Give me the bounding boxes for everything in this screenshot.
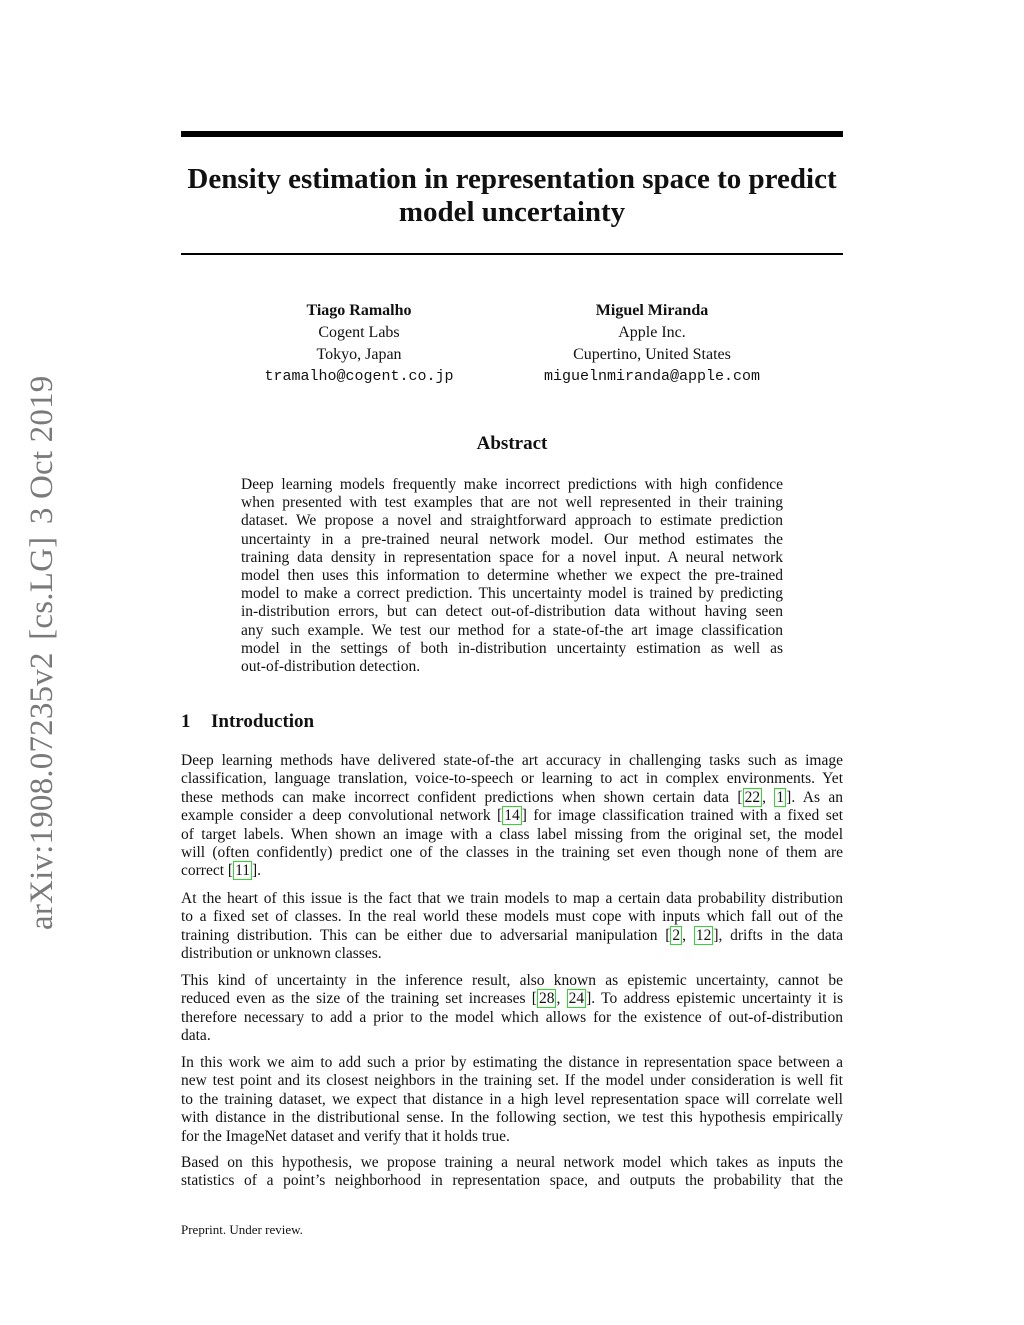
abstract-line: when presented with test examples that are not well represented in their training: [241, 494, 783, 512]
intro-paragraph: [181, 972, 843, 1046]
paragraph-line: [181, 1091, 843, 1109]
line-text: correct [: [181, 862, 234, 880]
line-text: ].: [252, 862, 262, 880]
author-email[interactable]: miguelnmiranda@apple.com: [543, 368, 761, 385]
line-text: for the ImageNet dataset and verify that it holds true.: [181, 1127, 510, 1145]
line-text: with distance in the distributional sense. In the following section, we test this hypothesis empirically: [181, 1109, 843, 1127]
line-text: to the training dataset, we expect that distance in a high level representation space will correlate well: [181, 1090, 843, 1108]
citation-link[interactable]: 2: [672, 926, 681, 944]
author-name: Miguel Miranda: [595, 302, 709, 319]
paragraph-line: [181, 1054, 843, 1072]
abstract-line: model to make a correct prediction. This uncertainty model is trained by predicting: [241, 585, 783, 603]
paragraph-line: [181, 826, 843, 844]
arxiv-stamp: [20, 360, 64, 930]
line-text: Based on this hypothesis, we propose training a neural network model which takes as inputs the: [181, 1154, 843, 1171]
author-location: Cupertino, United States: [573, 346, 731, 363]
abstract-line: model in the settings of both in-distribution uncertainty estimation as well as: [241, 639, 783, 657]
abstract-line: uncertainty in a pre-trained neural network model. Our method estimates the: [241, 530, 783, 548]
author-affiliation: Apple Inc.: [618, 324, 686, 341]
line-text: This kind of uncertainty in the inference result, also known as epistemic uncertainty, cannot be: [181, 972, 843, 989]
line-text: of target labels. When shown an image with a class label missing from the original set, the model: [181, 825, 843, 843]
title-line: Density estimation in representation space to predict: [187, 163, 837, 195]
line-text: ]. To address epistemic uncertainty it is: [586, 990, 843, 1008]
abstract-line: out-of-distribution detection.: [241, 658, 421, 676]
line-text: will (often confidently) predict one of the classes in the training set even though none of them are: [181, 844, 843, 862]
abstract-heading: Abstract: [476, 433, 548, 454]
citation-link[interactable]: 11: [235, 862, 250, 880]
line-text: classification, language translation, voice-to-speech or learning to act in complex environments. Yet: [181, 770, 843, 788]
citation-link[interactable]: 24: [568, 990, 585, 1008]
arxiv-id: arXiv:1908.07235v2: [24, 652, 60, 930]
title-line: model uncertainty: [398, 196, 626, 228]
author-affiliation: Cogent Labs: [318, 324, 400, 341]
intro-paragraph: [181, 1054, 843, 1146]
line-text: therefore necessary to add a prior to the model which allows for the existence of out-of-distribution: [181, 1008, 843, 1026]
paragraph-line: [181, 1109, 843, 1127]
paragraph-line: [181, 770, 843, 788]
paragraph-line: [181, 972, 843, 990]
citation-link[interactable]: 12: [695, 926, 712, 944]
preprint-footer: Preprint. Under review.: [181, 1222, 303, 1237]
paragraph-line: [181, 862, 843, 880]
intro-paragraph: [181, 1154, 843, 1191]
abstract-line: model then uses this information to determine whether we expect the pre-trained: [241, 567, 783, 585]
section-title: Introduction: [211, 711, 315, 732]
line-text: ], drifts in the data: [713, 926, 843, 944]
paragraph-line: [181, 1027, 843, 1045]
line-text: ] for image classification trained with a fixed set: [521, 807, 844, 825]
line-text: data.: [181, 1027, 211, 1045]
author-block: [209, 300, 509, 388]
intro-paragraph: [181, 752, 843, 881]
paragraph-line: [181, 908, 843, 926]
line-text: ]. As an: [786, 788, 844, 806]
line-text: ,: [556, 990, 567, 1008]
paragraph-line: [181, 927, 843, 945]
author-email[interactable]: tramalho@cogent.co.jp: [264, 368, 454, 385]
line-text: statistics of a point’s neighborhood in representation space, and outputs the probability that the: [181, 1172, 843, 1190]
line-text: At the heart of this issue is the fact that we train models to map a certain data probability distribution: [181, 890, 843, 907]
paragraph-line: [181, 1154, 843, 1172]
line-text: example consider a deep convolutional network [: [181, 807, 503, 825]
paragraph-line: [181, 890, 843, 908]
citation-link[interactable]: 28: [538, 990, 555, 1008]
arxiv-category: [cs.LG]: [24, 536, 60, 640]
line-text: Deep learning methods have delivered state-of-the art accuracy in challenging tasks such as image: [181, 752, 843, 769]
abstract-line: in-distribution errors, but can detect out-of-distribution data without having seen: [241, 603, 783, 621]
abstract-line: dataset. We propose a novel and straightforward approach to estimate prediction: [241, 512, 783, 530]
citation-link[interactable]: 1: [776, 788, 785, 806]
paragraph-line: [181, 807, 843, 825]
paragraph-line: [181, 945, 843, 963]
paper-title: [181, 163, 843, 229]
paragraph-line: [181, 1072, 843, 1090]
line-text: ,: [762, 788, 775, 806]
citation-link[interactable]: 14: [504, 807, 520, 825]
line-text: these methods can make incorrect confident predictions when shown certain data [: [181, 788, 743, 806]
citation-link[interactable]: 22: [744, 788, 761, 806]
intro-paragraph: [181, 890, 843, 964]
title-rule-top: [181, 131, 843, 137]
abstract-line: any such example. We test our method for a state-of-the art image classification: [241, 621, 783, 639]
line-text: ,: [682, 926, 694, 944]
paragraph-line: [181, 1172, 843, 1190]
line-text: In this work we aim to add such a prior by estimating the distance in representation space between a: [181, 1054, 843, 1071]
line-text: new test point and its closest neighbors in the training set. If the model under consideration is well fit: [181, 1072, 843, 1090]
paragraph-line: [181, 1009, 843, 1027]
author-location: Tokyo, Japan: [316, 346, 402, 363]
section-heading: [181, 710, 314, 734]
paragraph-line: [181, 990, 843, 1008]
line-text: to a fixed set of classes. In the real world these models must cope with inputs which fall out of the: [181, 908, 843, 926]
author-name: Tiago Ramalho: [306, 302, 412, 319]
arxiv-date: 3 Oct 2019: [24, 375, 60, 525]
line-text: reduced even as the size of the training set increases [: [181, 990, 537, 1008]
title-rule-bottom: [181, 253, 843, 255]
abstract-body: [241, 476, 783, 676]
section-number: 1: [181, 711, 191, 732]
author-block: [502, 300, 802, 388]
abstract-line: Deep learning models frequently make incorrect predictions with high confidence: [241, 476, 783, 493]
line-text: training distribution. This can be either due to adversarial manipulation [: [181, 926, 671, 944]
paragraph-line: [181, 1128, 843, 1146]
abstract-line: training data density in representation space for a novel input. A neural network: [241, 548, 783, 566]
line-text: distribution or unknown classes.: [181, 945, 382, 963]
paragraph-line: [181, 752, 843, 770]
paragraph-line: [181, 844, 843, 862]
paragraph-line: [181, 789, 843, 807]
